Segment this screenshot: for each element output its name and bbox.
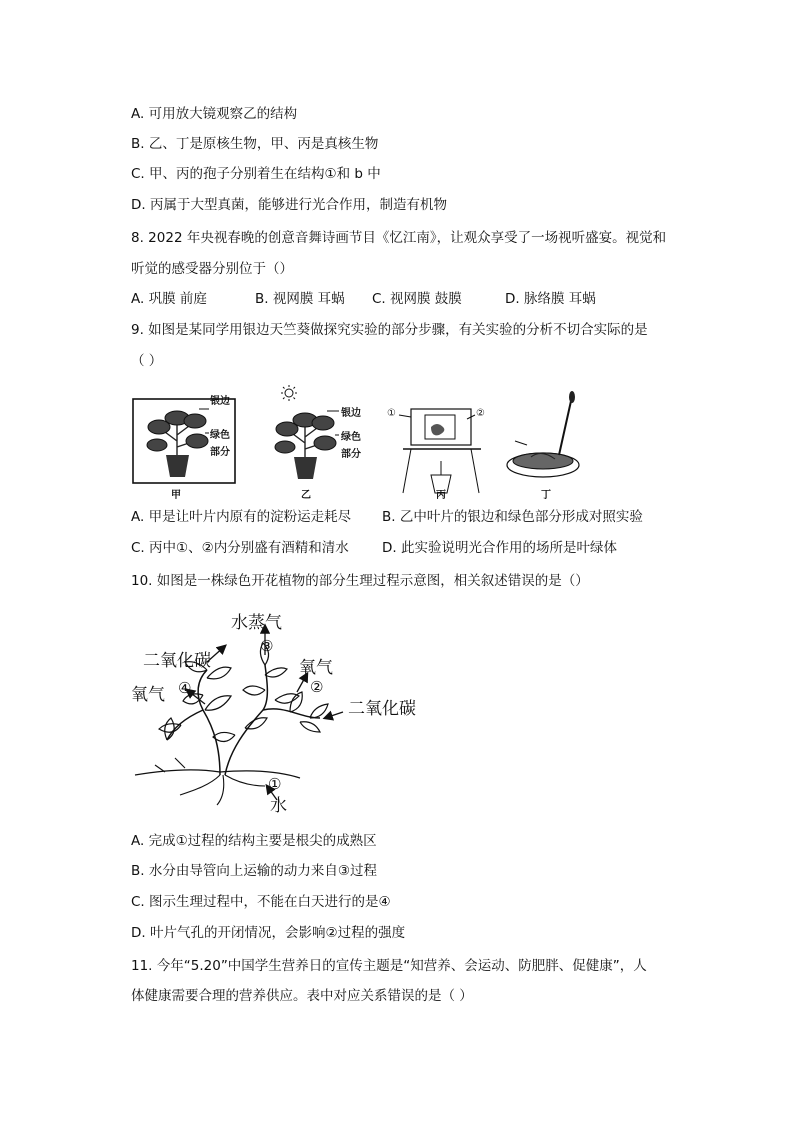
q8-stem-line2: 听觉的感受器分别位于（） [131, 261, 293, 277]
q9-figure-svg [131, 385, 601, 500]
caption-bing: 丙 [436, 490, 446, 501]
beaker-mark-2: ② [476, 408, 485, 419]
q10-option-c: C. 图示生理过程中，不能在白天进行的是④ [131, 894, 391, 910]
q10-plant-diagram [125, 600, 445, 815]
mark-2: ② [310, 678, 324, 696]
q9-experiment-figure [131, 385, 601, 500]
caption-ding: 丁 [541, 490, 551, 501]
q9-stem-line1: 9. 如图是某同学用银边天竺葵做探究实验的部分步骤，有关实验的分析不切合实际的是 [131, 322, 648, 338]
mark-4: ④ [178, 679, 192, 697]
jia-label-silver: 银边 [210, 396, 230, 407]
yi-label-part: 部分 [341, 449, 361, 460]
q9-stem-line2: （ ） [131, 353, 163, 369]
jia-label-green: 绿色 [210, 430, 230, 441]
q10-option-a: A. 完成①过程的结构主要是根尖的成熟区 [131, 833, 377, 849]
jia-panel [133, 399, 235, 483]
q11-stem-line1: 11. 今年“5.20”中国学生营养日的宣传主题是“知营养、会运动、防肥胖、促健康”，人 [131, 958, 647, 974]
q8-option-c: C. 视网膜 鼓膜 [372, 291, 462, 307]
q8-options-row [131, 289, 651, 309]
q7-option-d: D. 丙属于大型真菌，能够进行光合作用，制造有机物 [131, 197, 447, 213]
q8-option-d: D. 脉络膜 耳蜗 [505, 291, 596, 307]
q8-option-b: B. 视网膜 耳蜗 [255, 291, 345, 307]
label-co2-top: 二氧化碳 [143, 651, 211, 671]
q11-stem-line2: 体健康需要合理的营养供应。表中对应关系错误的是（ ） [131, 988, 473, 1004]
q10-stem: 10. 如图是一株绿色开花植物的部分生理过程示意图，相关叙述错误的是（） [131, 573, 589, 589]
mark-3: ③ [260, 637, 274, 655]
jia-label-part: 部分 [210, 447, 230, 458]
ding-panel [507, 391, 579, 477]
q9-option-d: D. 此实验说明光合作用的场所是叶绿体 [382, 540, 617, 556]
q7-option-b: B. 乙、丁是原核生物，甲、丙是真核生物 [131, 136, 379, 152]
beaker-mark-1: ① [387, 408, 396, 419]
label-co2-right: 二氧化碳 [348, 699, 416, 719]
q9-options-row1 [131, 507, 691, 527]
caption-jia: 甲 [171, 490, 181, 501]
caption-yi: 乙 [301, 490, 311, 501]
bing-panel [399, 409, 481, 493]
q9-option-c: C. 丙中①、②内分别盛有酒精和清水 [131, 540, 349, 556]
q8-stem-line1: 8. 2022 年央视春晚的创意音舞诗画节目《忆江南》，让观众享受了一场视听盛宴。视觉和 [131, 230, 667, 246]
q10-option-b: B. 水分由导管向上运输的动力来自③过程 [131, 863, 377, 879]
q8-option-a: A. 巩膜 前庭 [131, 291, 207, 307]
q9-options-row2 [131, 538, 691, 558]
yi-label-silver: 银边 [341, 408, 361, 419]
q9-option-b: B. 乙中叶片的银边和绿色部分形成对照实验 [382, 509, 643, 525]
q7-option-c: C. 甲、丙的孢子分别着生在结构①和 b 中 [131, 166, 381, 182]
label-o2-right: 氧气 [299, 658, 333, 678]
sun-icon [281, 385, 297, 401]
label-water: 水 [270, 796, 287, 816]
q7-option-a: A. 可用放大镜观察乙的结构 [131, 106, 298, 122]
q10-option-d: D. 叶片气孔的开闭情况，会影响②过程的强度 [131, 925, 406, 941]
label-o2-left: 氧气 [131, 685, 165, 705]
label-water-vapor: 水蒸气 [231, 613, 282, 633]
yi-label-green: 绿色 [341, 432, 361, 443]
q9-option-a: A. 甲是让叶片内原有的淀粉运走耗尽 [131, 509, 352, 525]
mark-1: ① [268, 775, 282, 793]
yi-panel [275, 385, 339, 479]
